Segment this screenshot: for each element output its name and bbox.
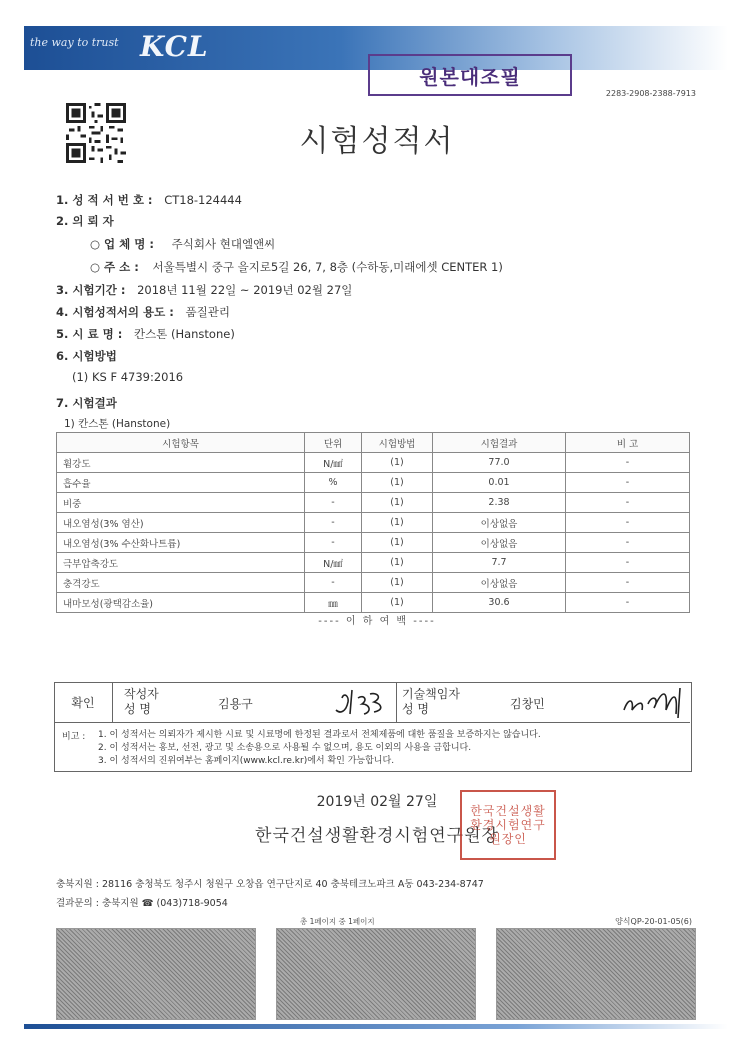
cell-unit: - [305, 533, 362, 553]
note-item: 1. 이 성적서는 의뢰자가 제시한 시료 및 시료명에 한정된 결과로서 전체제품에 대한 품질을 보증하지는 않습니다. [98, 730, 541, 740]
cell-result: 2.38 [433, 493, 566, 513]
cell-method: (1) [362, 453, 433, 473]
security-pattern [276, 928, 476, 1020]
kcl-logo: KCL [140, 30, 209, 63]
notes-label: 비고 : [62, 732, 86, 742]
method-label: 6. 시험방법 [56, 349, 117, 363]
cert-no-row [56, 192, 242, 208]
purpose-row [56, 304, 230, 320]
tech-name-label: 성 명 [402, 702, 429, 716]
footer-band [24, 1024, 728, 1029]
results-subtitle: 1) 칸스톤 (Hanstone) [64, 418, 171, 430]
writer-signature-icon [330, 684, 390, 718]
address-row [90, 259, 503, 275]
table-header-row [57, 433, 690, 453]
form-number: 양식QP-20-01-05(6) [615, 917, 692, 926]
table-row [57, 593, 690, 613]
cell-item: 충격강도 [57, 573, 305, 593]
cell-remarks: - [566, 553, 690, 573]
signature-divider [396, 682, 397, 722]
cell-result: 0.01 [433, 473, 566, 493]
cell-item: 내마모성(광택감소율) [57, 593, 305, 613]
cell-remarks: - [566, 593, 690, 613]
cell-item: 흡수율 [57, 473, 305, 493]
tech-manager-name: 김창민 [510, 697, 545, 711]
cell-method: (1) [362, 493, 433, 513]
writer-label: 작성자 [124, 687, 159, 701]
period-label: 3. 시험기간 : [56, 283, 126, 297]
writer-name-label: 성 명 [124, 702, 151, 716]
cell-method: (1) [362, 553, 433, 573]
seal-text: 한국건설생활환경시험연구원장인 [470, 804, 546, 846]
client-label: 2. 의 뢰 자 [56, 214, 114, 228]
notes-list [98, 729, 541, 768]
period-row [56, 282, 352, 298]
table-row [57, 473, 690, 493]
purpose-value: 품질관리 [185, 305, 230, 319]
results-label: 7. 시험결과 [56, 396, 117, 410]
company-value: 주식회사 현대엘앤씨 [171, 237, 276, 251]
address-value: 서울특별시 중구 을지로5길 26, 7, 8층 (수하동,미래에셋 CENTER 1) [152, 260, 503, 274]
company-row [90, 236, 275, 252]
col-header-item: 시험항목 [57, 433, 305, 453]
table-row [57, 573, 690, 593]
company-label: ○ 업 체 명 : [90, 237, 154, 251]
cell-method: (1) [362, 573, 433, 593]
branch-address: 충북지원 : 28116 충청북도 청주시 청원구 오창읍 연구단지로 40 충북테크노파크 A동 043-234-8747 [56, 879, 484, 890]
tech-labels [402, 687, 460, 717]
table-row [57, 493, 690, 513]
cell-unit: ㎜ [305, 593, 362, 613]
cell-remarks: - [566, 493, 690, 513]
official-seal [460, 790, 556, 860]
cell-item: 내오염성(3% 염산) [57, 513, 305, 533]
cell-remarks: - [566, 453, 690, 473]
col-header-unit: 단위 [305, 433, 362, 453]
col-header-remarks: 비 고 [566, 433, 690, 453]
cell-method: (1) [362, 533, 433, 553]
cert-no-value: CT18-124444 [164, 193, 242, 207]
cell-unit: % [305, 473, 362, 493]
cell-remarks: - [566, 573, 690, 593]
cell-unit: N/㎟ [305, 453, 362, 473]
table-row [57, 533, 690, 553]
note-item: 2. 이 성적서는 홍보, 선전, 광고 및 소송용으로 사용될 수 없으며, 용도 이외의 사용을 금합니다. [98, 743, 472, 753]
document-title: 시험성적서 [299, 124, 455, 159]
cell-method: (1) [362, 513, 433, 533]
col-header-result: 시험결과 [433, 433, 566, 453]
cell-item: 내오염성(3% 수산화나트륨) [57, 533, 305, 553]
col-header-method: 시험방법 [362, 433, 433, 453]
table-row [57, 553, 690, 573]
tagline: the way to trust [30, 36, 119, 49]
cell-result: 이상없음 [433, 513, 566, 533]
issue-date: 2019년 02월 27일 [316, 794, 438, 810]
tech-manager-label: 기술책임자 [402, 687, 460, 701]
purpose-label: 4. 시험성적서의 용도 : [56, 305, 174, 319]
sample-row [56, 326, 235, 342]
tech-signature-icon [620, 680, 690, 722]
writer-labels [124, 687, 159, 717]
cell-method: (1) [362, 593, 433, 613]
end-of-results-mark: ---- 이 하 여 백 ---- [318, 616, 436, 627]
cell-remarks: - [566, 533, 690, 553]
cell-item: 비중 [57, 493, 305, 513]
cell-unit: N/㎟ [305, 553, 362, 573]
cell-method: (1) [362, 473, 433, 493]
sample-label: 5. 시 료 명 : [56, 327, 123, 341]
inquiry-contact: 결과문의 : 충북지원 ☎ (043)718-9054 [56, 898, 228, 909]
cert-no-label: 1. 성 적 서 번 호 : [56, 193, 153, 207]
page-indicator: 총 1페이지 중 1페이지 [300, 917, 375, 926]
cell-result: 30.6 [433, 593, 566, 613]
address-label: ○ 주 소 : [90, 260, 139, 274]
period-value: 2018년 11월 22일 ~ 2019년 02월 27일 [137, 283, 353, 297]
method-value: (1) KS F 4739:2016 [72, 370, 184, 384]
document-code: 2283-2908-2388-7913 [605, 89, 696, 98]
note-item: 3. 이 성적서의 진위여부는 홈페이지(www.kcl.re.kr)에서 확인 가능합니다. [98, 756, 395, 766]
cell-result: 7.7 [433, 553, 566, 573]
original-copy-stamp: 원본대조필 [368, 54, 572, 96]
writer-name: 김용구 [218, 697, 253, 711]
cell-remarks: - [566, 513, 690, 533]
cell-result: 이상없음 [433, 533, 566, 553]
cell-result: 77.0 [433, 453, 566, 473]
sample-value: 칸스톤 (Hanstone) [133, 327, 235, 341]
table-row [57, 453, 690, 473]
cell-result: 이상없음 [433, 573, 566, 593]
results-body [57, 453, 690, 613]
security-pattern [56, 928, 256, 1020]
cell-unit: - [305, 493, 362, 513]
cell-item: 극부압축강도 [57, 553, 305, 573]
cell-unit: - [305, 573, 362, 593]
results-table [56, 432, 690, 613]
confirm-label: 확인 [71, 695, 95, 710]
security-pattern [496, 928, 696, 1020]
confirm-cell [54, 682, 113, 722]
issuing-organization: 한국건설생활환경시험연구원장 [255, 826, 499, 846]
cell-unit: - [305, 513, 362, 533]
table-row [57, 513, 690, 533]
cell-remarks: - [566, 473, 690, 493]
cell-item: 휨강도 [57, 453, 305, 473]
